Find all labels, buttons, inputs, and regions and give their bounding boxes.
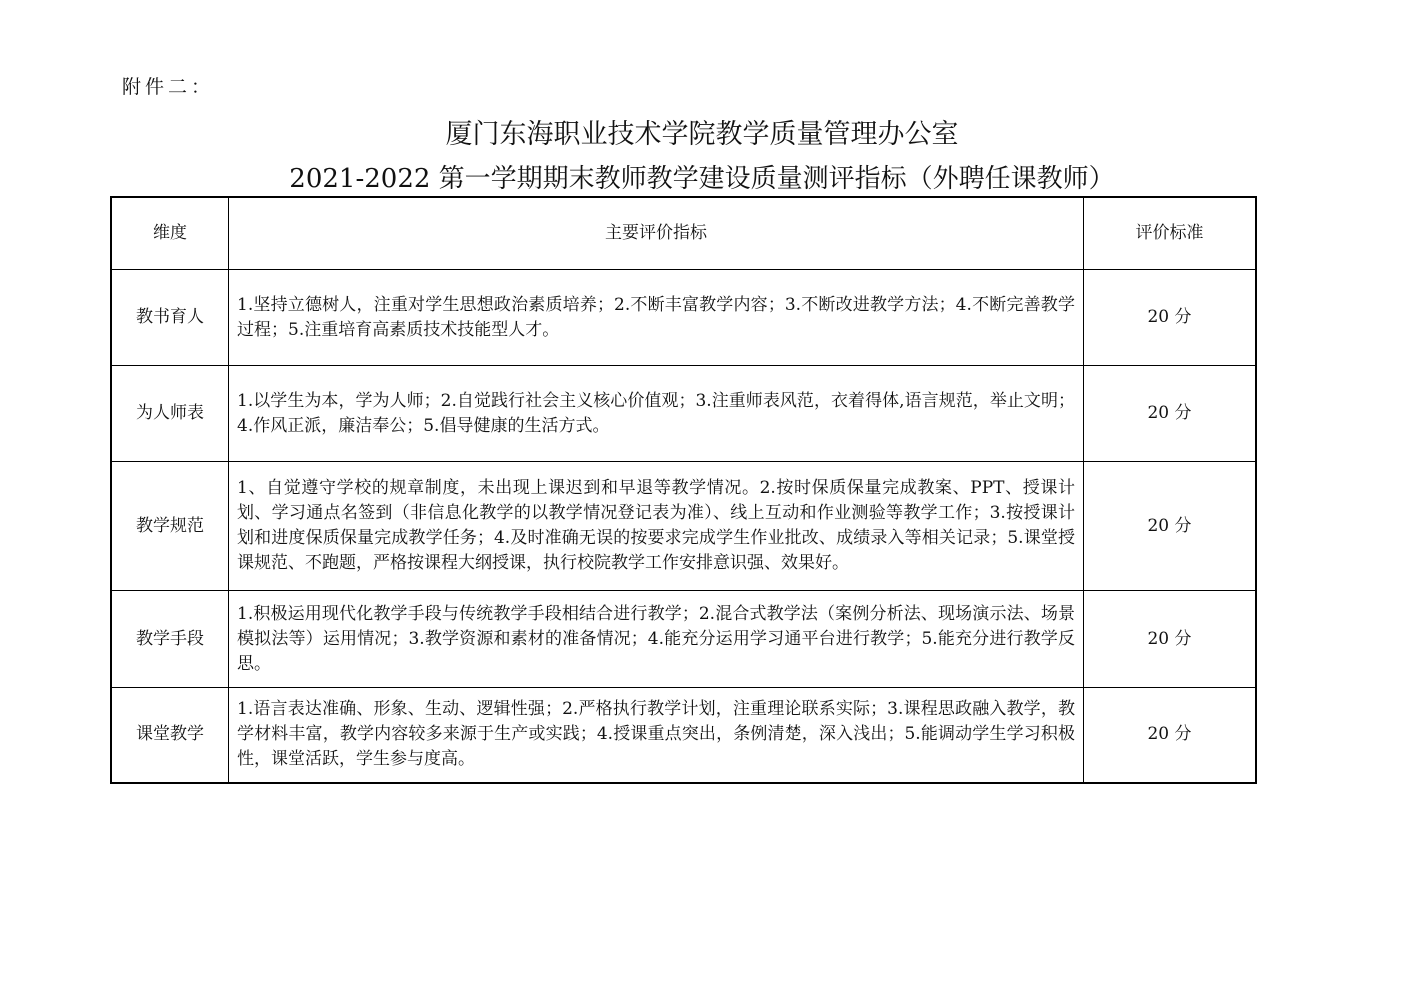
table-row [111,688,1256,783]
evaluation-table [110,196,1257,784]
row-standard: 20 分 [1084,462,1257,591]
table-header-row [111,197,1256,270]
document-title-line2: 2021-2022 第一学期期末教师教学建设质量测评指标（外聘任课教师） [289,164,1115,194]
table-row [111,366,1256,462]
row-indicator: 1.以学生为本，学为人师；2.自觉践行社会主义核心价值观；3.注重师表风范，衣着得体,语言规范，举止文明；4.作风正派，廉洁奉公；5.倡导健康的生活方式。 [229,366,1084,462]
header-indicator: 主要评价指标 [229,197,1084,270]
row-dimension: 课堂教学 [111,688,229,783]
attachment-label: 附件二： [122,76,215,98]
row-dimension: 教书育人 [111,270,229,366]
document-title-line1: 厦门东海职业技术学院教学质量管理办公室 [445,119,959,150]
row-indicator: 1.语言表达准确、形象、生动、逻辑性强；2.严格执行教学计划，注重理论联系实际；3.课程思政融入教学，教学材料丰富，教学内容较多来源于生产或实践；4.授课重点突出，条例清楚，深入浅出；5.能调动学生学习积极性，课堂活跃，学生参与度高。 [229,688,1084,783]
row-standard: 20 分 [1084,270,1257,366]
row-indicator: 1、自觉遵守学校的规章制度，未出现上课迟到和早退等教学情况。2.按时保质保量完成教案、PPT、授课计划、学习通点名签到（非信息化教学的以教学情况登记表为准）、线上互动和作业测验等教学工作；3.按授课计划和进度保质保量完成教学任务；4.及时准确无误的按要求完成学生作业批改、成绩录入等相关记录；5.课堂授课规范、不跑题，严格按课程大纲授课，执行校院教学工作安排意识强、效果好。 [229,462,1084,591]
table-row [111,270,1256,366]
row-dimension: 教学手段 [111,591,229,688]
header-standard: 评价标准 [1084,197,1257,270]
table-row [111,462,1256,591]
row-standard: 20 分 [1084,366,1257,462]
row-dimension: 教学规范 [111,462,229,591]
row-standard: 20 分 [1084,591,1257,688]
row-indicator: 1.积极运用现代化教学手段与传统教学手段相结合进行教学；2.混合式教学法（案例分析法、现场演示法、场景模拟法等）运用情况；3.教学资源和素材的准备情况；4.能充分运用学习通平台进行教学；5.能充分进行教学反思。 [229,591,1084,688]
row-dimension: 为人师表 [111,366,229,462]
row-indicator: 1.坚持立德树人，注重对学生思想政治素质培养；2.不断丰富教学内容；3.不断改进教学方法；4.不断完善教学过程；5.注重培育高素质技术技能型人才。 [229,270,1084,366]
header-dimension: 维度 [111,197,229,270]
row-standard: 20 分 [1084,688,1257,783]
table-row [111,591,1256,688]
